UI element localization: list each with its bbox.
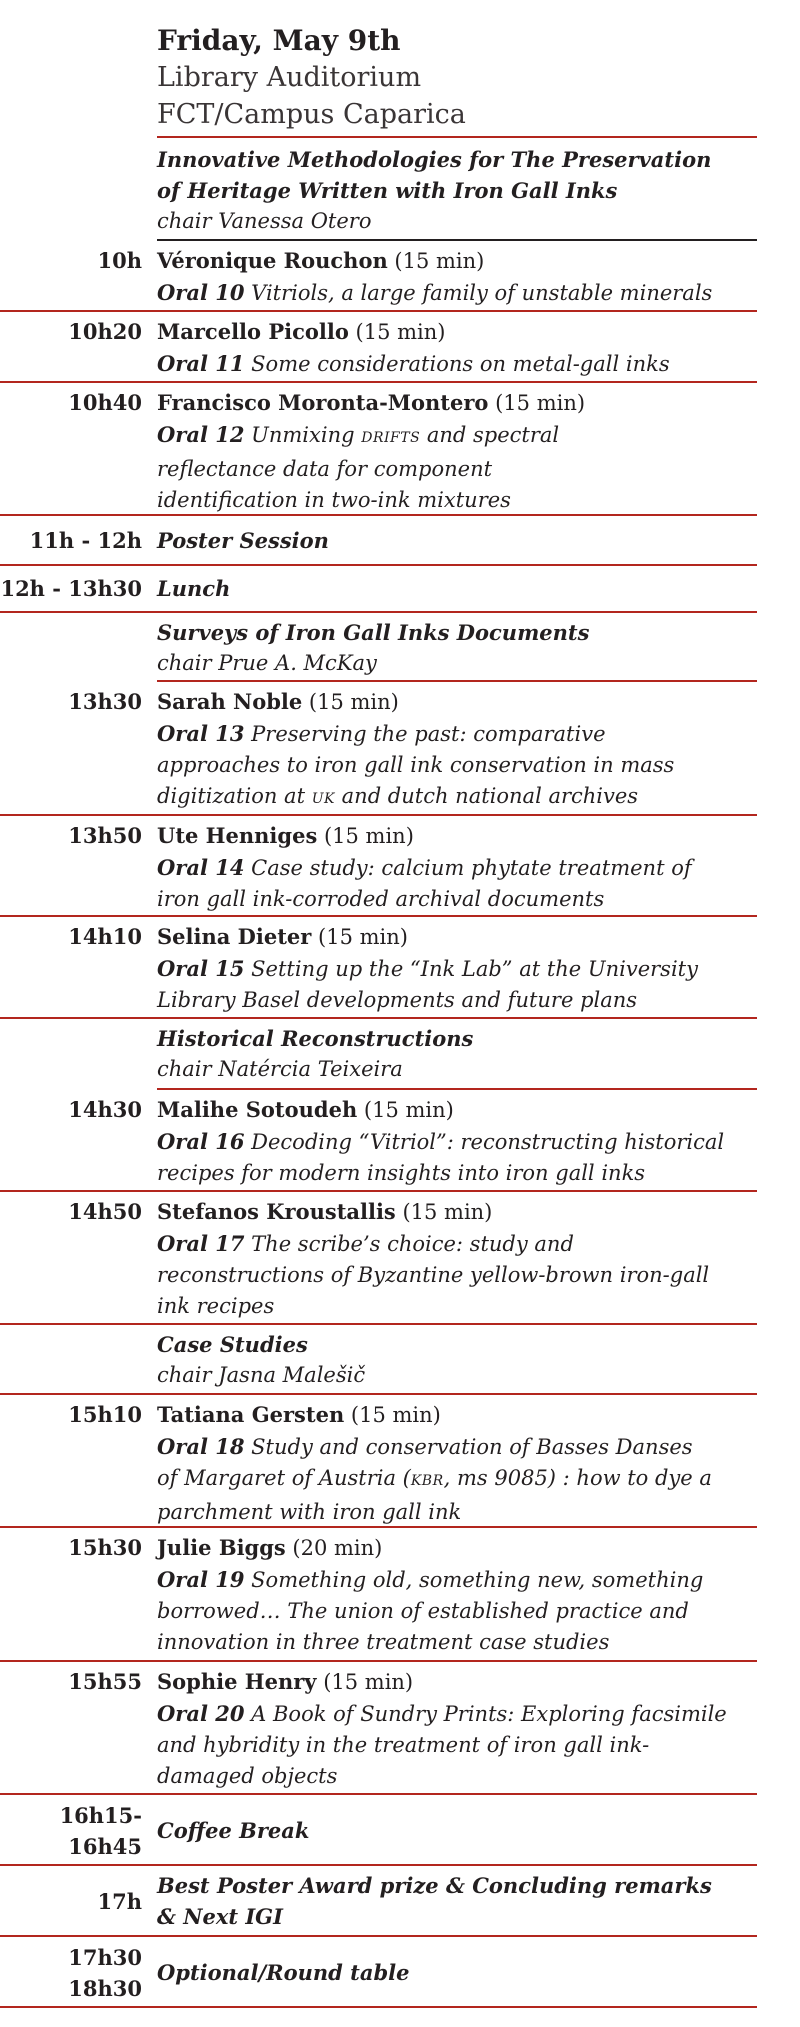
- time-label: 14h50: [68, 1199, 142, 1224]
- talk-title: and dutch national archives: [334, 784, 639, 808]
- talk-entry: [157, 245, 757, 309]
- session-title: Case Studies: [157, 1332, 308, 1357]
- speaker-name: Ute Henniges: [157, 823, 318, 848]
- divider: [157, 1088, 757, 1090]
- talk-title: Some considerations on metal-gall inks: [244, 352, 670, 376]
- speaker-name: Tatiana Gersten: [157, 1402, 345, 1427]
- divider: [0, 1017, 757, 1019]
- oral-number: Oral 11: [157, 351, 245, 376]
- lunch-label: Lunch: [157, 576, 231, 601]
- talk-duration: (15 min): [395, 1200, 493, 1224]
- talk-entry: [157, 316, 757, 380]
- talk-duration: (15 min): [316, 1670, 414, 1694]
- talk-title: The scribe’s choice: study and: [244, 1232, 574, 1256]
- talk-title: Vitriols, a large family of unstable minerals: [244, 281, 713, 305]
- talk-duration: (15 min): [317, 824, 414, 848]
- talk-title-acronym: DRIFTS: [361, 430, 421, 446]
- time-label: 13h30: [68, 689, 142, 714]
- coffee-break: [157, 1815, 757, 1846]
- oral-number: Oral 17: [157, 1231, 245, 1256]
- time-label: 11h - 12h: [29, 528, 142, 553]
- time-label: 10h20: [68, 319, 142, 344]
- talk-entry: [157, 1196, 757, 1322]
- divider: [157, 136, 757, 138]
- talk-title: Case study: calcium phytate treatment of: [244, 856, 692, 880]
- divider: [0, 2006, 757, 2008]
- time-label: 15h55: [68, 1669, 142, 1694]
- divider: [0, 814, 757, 816]
- oral-number: Oral 14: [157, 855, 245, 880]
- session-title-block: [157, 144, 757, 237]
- talk-title: approaches to iron gall ink conservation in mass: [157, 753, 675, 777]
- speaker-name: Selina Dieter: [157, 924, 312, 949]
- talk-entry: [157, 1094, 757, 1189]
- oral-number: Oral 13: [157, 721, 245, 746]
- divider: [0, 514, 757, 516]
- talk-duration: (15 min): [344, 1403, 441, 1427]
- session-chair: chair Jasna Malešič: [157, 1363, 366, 1387]
- talk-duration: (15 min): [357, 1098, 454, 1122]
- day-heading: Friday, May 9th: [157, 24, 401, 57]
- talk-entry: [157, 686, 757, 815]
- talk-title-acronym: UK: [311, 791, 335, 807]
- talk-entry: [157, 820, 757, 915]
- time-label: 15h30: [68, 1535, 142, 1560]
- award-label: & Next IGI: [157, 1904, 283, 1929]
- talk-duration: (15 min): [348, 320, 446, 344]
- talk-title: ink recipes: [157, 1294, 275, 1318]
- talk-title: Unmixing: [244, 423, 362, 447]
- divider: [0, 1660, 757, 1662]
- talk-title: and spectral: [420, 423, 560, 447]
- talk-duration: (15 min): [488, 391, 586, 415]
- time-start: 17h30: [68, 1945, 142, 1970]
- schedule-header: [157, 22, 757, 133]
- session-chair: chair Vanessa Otero: [157, 209, 372, 233]
- poster-session-label: Poster Session: [157, 528, 329, 553]
- talk-title: A Book of Sundry Prints: Exploring facsimile: [244, 1702, 727, 1726]
- talk-title: damaged objects: [157, 1764, 338, 1788]
- talk-title: and hybridity in the treatment of iron gall ink-: [157, 1733, 650, 1757]
- talk-title: recipes for modern insights into iron gall inks: [157, 1161, 646, 1185]
- divider: [0, 1526, 757, 1528]
- divider: [0, 310, 757, 312]
- talk-title: Setting up the “Ink Lab” at the University: [244, 957, 698, 981]
- time-label: [0, 1942, 142, 2004]
- campus-text: FCT/Campus Caparica: [157, 99, 466, 130]
- session-chair: chair Natércia Teixeira: [157, 1057, 403, 1081]
- time-end: 16h45: [68, 1834, 142, 1859]
- coffee-break-label: Coffee Break: [157, 1818, 310, 1843]
- round-table: [157, 1957, 757, 1988]
- time-label: 10h40: [68, 390, 142, 415]
- venue-text: Library Auditorium: [157, 62, 422, 93]
- session-title-block: [157, 617, 757, 679]
- talk-title: iron gall ink-corroded archival documents: [157, 887, 605, 911]
- talk-duration: (15 min): [311, 925, 408, 949]
- talk-entry: [157, 921, 757, 1016]
- talk-title: Study and conservation of Basses Danses: [244, 1435, 693, 1459]
- oral-number: Oral 16: [157, 1129, 245, 1154]
- oral-number: Oral 20: [157, 1701, 245, 1726]
- divider: [157, 680, 757, 682]
- time-end: 18h30: [68, 1976, 142, 2001]
- talk-title: Library Basel developments and future plans: [157, 988, 638, 1012]
- talk-title-acronym: KBR: [410, 1473, 444, 1489]
- divider: [0, 1323, 757, 1325]
- talk-duration: (15 min): [302, 690, 399, 714]
- divider: [0, 564, 757, 566]
- session-title: Surveys of Iron Gall Inks Documents: [157, 620, 590, 645]
- divider: [0, 1864, 757, 1866]
- speaker-name: Stefanos Kroustallis: [157, 1199, 396, 1224]
- talk-duration: (15 min): [387, 249, 485, 273]
- divider: [0, 1190, 757, 1192]
- talk-title: of Margaret of Austria (: [157, 1466, 411, 1490]
- divider: [0, 1935, 757, 1937]
- divider: [0, 1793, 757, 1795]
- session-title: Innovative Methodologies for The Preservation: [157, 147, 712, 172]
- talk-title: reconstructions of Byzantine yellow-brown iron-gall: [157, 1263, 710, 1287]
- speaker-name: Véronique Rouchon: [157, 248, 388, 273]
- oral-number: Oral 12: [157, 422, 245, 447]
- time-label: 17h: [97, 1889, 142, 1914]
- oral-number: Oral 15: [157, 956, 245, 981]
- talk-title: digitization at: [157, 784, 312, 808]
- poster-session: [157, 525, 757, 556]
- divider: [0, 381, 757, 383]
- time-start: 16h15-: [59, 1803, 142, 1828]
- talk-title: Preserving the past: comparative: [244, 722, 606, 746]
- talk-duration: (20 min): [285, 1536, 383, 1560]
- speaker-name: Sarah Noble: [157, 689, 303, 714]
- divider: [0, 915, 757, 917]
- divider: [157, 239, 757, 241]
- time-label: 15h10: [68, 1402, 142, 1427]
- time-label: 12h - 13h30: [0, 576, 142, 601]
- award-label: Best Poster Award prize & Concluding remarks: [157, 1873, 712, 1898]
- speaker-name: Malihe Sotoudeh: [157, 1097, 358, 1122]
- round-table-label: Optional/Round table: [157, 1960, 410, 1985]
- talk-entry: [157, 1666, 757, 1792]
- time-label: 14h30: [68, 1097, 142, 1122]
- oral-number: Oral 10: [157, 280, 245, 305]
- award-entry: [157, 1870, 757, 1932]
- talk-entry: [157, 1532, 757, 1658]
- time-label: 10h: [97, 248, 142, 273]
- speaker-name: Julie Biggs: [157, 1535, 286, 1560]
- talk-title: Decoding “Vitriol”: reconstructing historical: [244, 1130, 725, 1154]
- session-chair: chair Prue A. McKay: [157, 651, 377, 675]
- talk-title: , ms 9085) : how to dye a: [443, 1466, 712, 1490]
- session-title-block: [157, 1023, 757, 1085]
- talk-title: reflectance data for component: [157, 457, 493, 481]
- talk-title: identification in two-ink mixtures: [157, 488, 511, 512]
- oral-number: Oral 18: [157, 1434, 245, 1459]
- speaker-name: Francisco Moronta-Montero: [157, 390, 489, 415]
- session-title: Historical Reconstructions: [157, 1026, 474, 1051]
- lunch-break: [157, 573, 757, 604]
- talk-title: borrowed… The union of established practice and: [157, 1599, 689, 1623]
- talk-title: innovation in three treatment case studies: [157, 1630, 610, 1654]
- session-title: of Heritage Written with Iron Gall Inks: [157, 178, 618, 203]
- talk-title: Something old, something new, something: [244, 1568, 704, 1592]
- speaker-name: Sophie Henry: [157, 1669, 317, 1694]
- talk-title: parchment with iron gall ink: [157, 1500, 462, 1524]
- session-title-block: [157, 1329, 757, 1391]
- time-label: 13h50: [68, 823, 142, 848]
- time-label: 14h10: [68, 924, 142, 949]
- divider: [0, 1393, 757, 1395]
- oral-number: Oral 19: [157, 1567, 245, 1592]
- talk-entry: [157, 1399, 757, 1528]
- time-label: [0, 1800, 142, 1862]
- divider: [0, 611, 757, 613]
- talk-entry: [157, 387, 757, 516]
- speaker-name: Marcello Picollo: [157, 319, 349, 344]
